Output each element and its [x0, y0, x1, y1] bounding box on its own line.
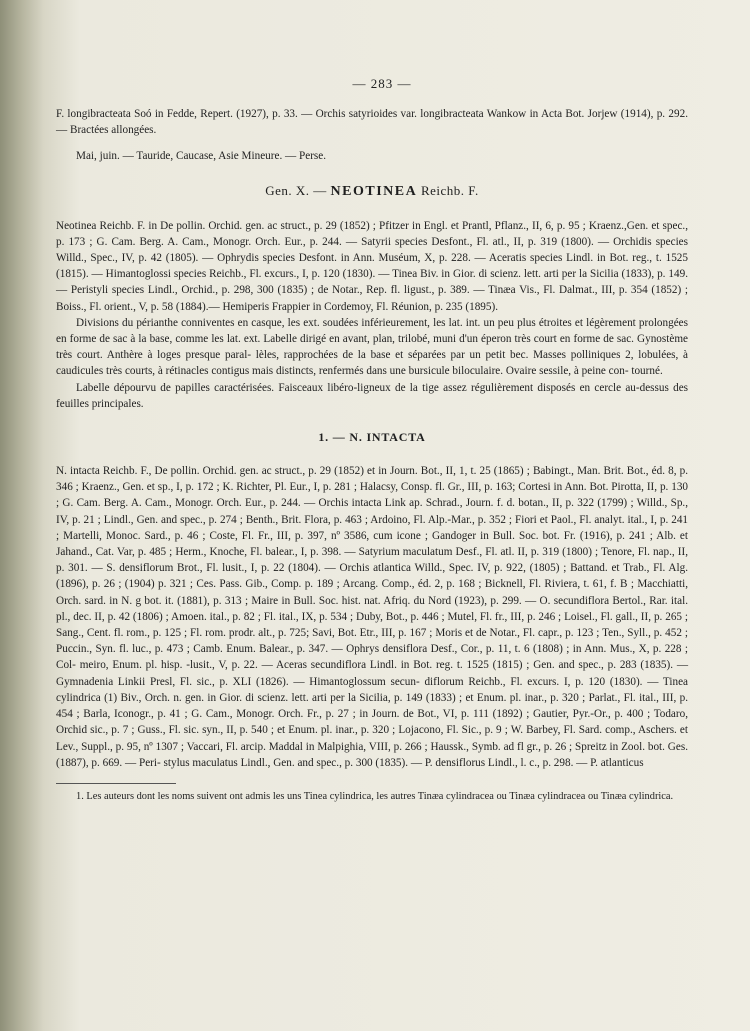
- text-line: F. longibracteata Soó in Fedde, Repert. (1927), p. 33. — Orchis satyrioides var. longibracteata Wankow: [56, 108, 527, 120]
- text-line: Knoche, Fl. balear., I, p. 398. — Satyrium maculatum Desf., Fl. atl. II, p. 319 (1800) ; Tenore, Fl. nap.,: [209, 546, 675, 559]
- text-line: Ophrydis species Desfont. in Ann. Muséum, X, p. 228. — Aceratis species Lindl. in Bot. reg., t. 1525: [217, 252, 688, 265]
- text-line: en cercle au-dessus des feuilles principales.: [56, 381, 689, 410]
- text-line: II, p. 42 (1806) ; Amoen. ital., p. 82 ; Fl. ital., IX, p. 534 ; Duby, Bot., p. 446 ; Mutel, Fl. fr., III, p. 246 ;: [94, 610, 562, 623]
- text-line: Divisions du périanthe conniventes en casque, les ext. soudées inférieurement, les lat. int. un peu plus: [76, 316, 536, 329]
- text-line: Sp., IV, p. 21 ; Lindl., Gen. and spec., p. 274 ; Benth., Brit. Flora, p. 463 ; Ardoino, Fl. Alp.-Mar., p. 352 ;: [56, 497, 689, 526]
- text-line: (1815). — Himantoglossi species Reichb., Fl. excurs., I, p. 120 (1830). — Tinea Biv. in Gior. di scienz. lett.: [56, 268, 541, 281]
- page-content: [56, 76, 688, 804]
- paragraph-labelle: [56, 380, 688, 412]
- species-heading: 1. — N. INTACTA: [318, 430, 426, 445]
- text-line: Loisel., Fl. gall., II, p. 265 ; Sang., Cent. fl. rom., p. 125 ; Fl. rom. prodr. alt., p. 725; Savi, Bot. Etr., III,: [56, 610, 689, 640]
- text-line: (1805) ; Battand. et Trab., Fl. Alg. (1896), p. 26 ; (1904) p. 321 ; Ces. Pass. Gib., Comp. p. 189 ; Arcang.: [56, 562, 689, 591]
- paragraph-synonymy: [56, 218, 688, 315]
- text-line: à rétinacles contigus mais distincts, renfermés dans une bursicule biloculaire. Ovaire sessile, à peine con-: [157, 365, 629, 378]
- paragraph-intacta: [56, 463, 688, 771]
- text-line: N. intacta Reichb. F., De pollin. Orchid. gen. ac struct., p. 29 (1852) et in Journ. Bot., II, 1, t. 25 (1865) ;: [56, 465, 530, 478]
- genus-author: Reichb. F.: [420, 182, 479, 198]
- text-line: scienz. lett. arti per la Sicilia, p. 149 (1833) ; et Enum. pl. inar., p. 320 ; Parlat., Fl. ital., III, p. 454 ; Barla,: [56, 691, 688, 721]
- paragraph-distribution: Mai, juin. — Tauride, Caucase, Asie Mineure. — Perse.: [76, 150, 327, 163]
- text-line: arti per la Sicilia (1833), p. 149. — Peristyli species Lindl., Orchid., p. 298, 300 (1835) ; de Notar., Rep. fl.: [56, 268, 688, 297]
- text-line: Enum. Balear., p. 347. — Ophrys densiflora Desf., Cor., p. 11, t. 6 (1808) ; in Ann. Mus., X, p. 228 ; Col-: [56, 643, 689, 672]
- text-line: 1. Les auteurs dont les noms suivent ont admis les uns Tinea cylindrica, les autres Tinæa cylindracea ou Tinæa: [76, 790, 535, 802]
- genus-name: NEOTINEA: [330, 183, 418, 199]
- text-line: Comp., éd. 2, p. 168 ; Bicknell, Fl. Riviera, t. 61, f. B ; Macchiatti, Orch. sard. in N. g bot. it. (1881), p. 313 ;: [56, 578, 688, 607]
- text-line: tourné.: [631, 365, 663, 378]
- text-line: Satyrii species Desfont., Fl. atl., II, p. 319 (1800). — Orchidis species Willd., Spec., IV, p. 42 (1805). —: [56, 235, 688, 265]
- text-line: Halacsy, Consp. fl. Gr., III, p. 163; Cortesi in Ann. Bot. Pirotta, II, p. 130 ; G. Cam. Berg. A. Cam.,: [56, 481, 689, 510]
- text-line: Iconogr., p. 41 ; G. Cam., Monogr. Orch. Fr., p. 27 ; in Journ. de Bot., VI, p. 111 (1892) ; Gautier, Pyr.-Or.,: [114, 708, 611, 721]
- text-line: trilobé, muni d'un éperon très court en forme de sac. Gynostème très court. Anthère à loges presque paral-: [56, 333, 688, 362]
- genus-prefix: Gen. X. —: [265, 182, 327, 198]
- page-number: — 283 —: [352, 76, 412, 91]
- text-line: Maire in Bull. Soc. hist. nat. Afriq. du Nord (1923), p. 299. — O. secundiflora Bertol., Rar. ital. pl., dec.: [56, 594, 689, 623]
- text-line: Babingt., Man. Brit. Bot., éd. 8, p. 346 ; Kraenz., Gen. et sp., I, p. 172 ; K. Richter, Pl. Eur., I, p. 281 ;: [56, 465, 689, 494]
- text-line: étroites et légèrement prolongées en forme de sac à la base, comme les lat. ext. Labelle dirigé en avant, plan,: [56, 316, 688, 346]
- text-line: in Acta Bot. Jorjew (1914), p. 292. — Bractées allongées.: [56, 108, 688, 137]
- text-line: Neotinea Reichb. F. in De pollin. Orchid. gen. ac struct., p. 29 (1852) ; Pfitzer in Engl. et Prantl,: [56, 219, 492, 232]
- text-line: Monogr. Orch. Eur., p. 244. — Orchis intacta Link ap. Schrad., Journ. f. d. botan., II, p. 322 (1799) ; Willd.,: [175, 497, 668, 510]
- text-line: Pflanz., II, 6, p. 95 ; Kraenz.,Gen. et spec., p. 173 ; G. Cam. Berg. A. Cam., Monogr. Orch. Eur., p. 244. —: [56, 219, 689, 248]
- text-line: Sic., p. 9 ; W. Barbey, Fl. Sard. comp., Aschers. et Lev., Suppl., p. 95, nº 1307 ; Vaccari, Fl. arcip. Maddal in: [56, 724, 688, 753]
- genus-heading: [56, 183, 688, 200]
- text-line: and spec., p. 283 (1835). — Gymnadenia Linkii Presl, Fl. sic., p. XLI (1826). — Himantoglossum secun-: [56, 659, 689, 688]
- text-line: Fiori et Paol., Fl. analyt. ital., I, p. 241 ; Martelli, Monoc. Sard., p. 46 ; Coste, Fl. Fr., III, p. 397, nº 3586,: [56, 513, 689, 542]
- text-line: cum icone ; Gandoger in Bull. Soc. bot. Fr. (1916), p. 241 ; Alb. et Jahand., Cat. Var, p. 485 ; Herm.,: [56, 529, 688, 559]
- text-line: p. 167 ; Moris et de Notar., Fl. capr., p. 123 ; Ten., Syll., p. 452 ; Puccin., Syn. fl. luc., p. 473 ; Camb.: [56, 627, 688, 656]
- text-line: p. 400 ; Todaro, Orchid sic., p. 7 ; Guss., Fl. sic. syn., II, p. 540 ; et Enum. pl. inar., p. 320 ; Lojacono, Fl.: [56, 708, 689, 737]
- footnote-divider: [56, 783, 176, 784]
- text-line: diflorum Reichb., Fl. excurs. I, p. 120 (1830). — Tinea cylindrica (1) Biv., Orch. n. gen. in Gior. di: [56, 675, 688, 704]
- text-line: II, p. 301. — S. densiflorum Brot., Fl. lusit., I, p. 22 (1804). — Orchis atlantica Willd., Spec. IV, p. 922,: [56, 546, 689, 575]
- text-line: lèles, rapprochées de la base et séparées par un petit bec. Masses polliniques 2, lobulées, à caudicules très courts,: [56, 349, 689, 378]
- text-line: Labelle dépourvu de papilles caractérisées. Faisceaux libéro-ligneux de la tige assez régulièrement disposés: [76, 381, 576, 394]
- paragraph-description: [56, 315, 688, 380]
- text-line: Malpighia, VIII, p. 266 ; Haussk., Symb. ad fl gr., p. 26 ; Spreitz in Zool. bot. Ges. (1887), p. 669. — Peri-: [56, 740, 688, 769]
- text-line: Frappier in Cordemoy, Fl. Réunion, p. 235 (1895).: [271, 300, 498, 313]
- text-line: cylindracea ou Tinæa cylindrica.: [537, 790, 674, 802]
- paragraph-longibracteata: [56, 106, 688, 138]
- text-line: stylus maculatus Lindl., Gen. and spec., p. 300 (1835). — P. densiflorus Lindl., l. c., p. 298. — P. atlanticus: [163, 756, 644, 769]
- footnote: [56, 790, 688, 804]
- text-line: meiro, Enum. pl. hisp. -lusit., V, p. 22. — Aceras secundiflora Lindl. in Bot. reg. t. 1525 (1815) ; Gen.: [79, 659, 555, 672]
- text-line: ligust., p. 389. — Tinæa Vis., Fl. Dalmat., III, p. 354 (1852) ; Boiss., Fl. orient., V, p. 58 (1884).— Hemiperis: [56, 284, 688, 313]
